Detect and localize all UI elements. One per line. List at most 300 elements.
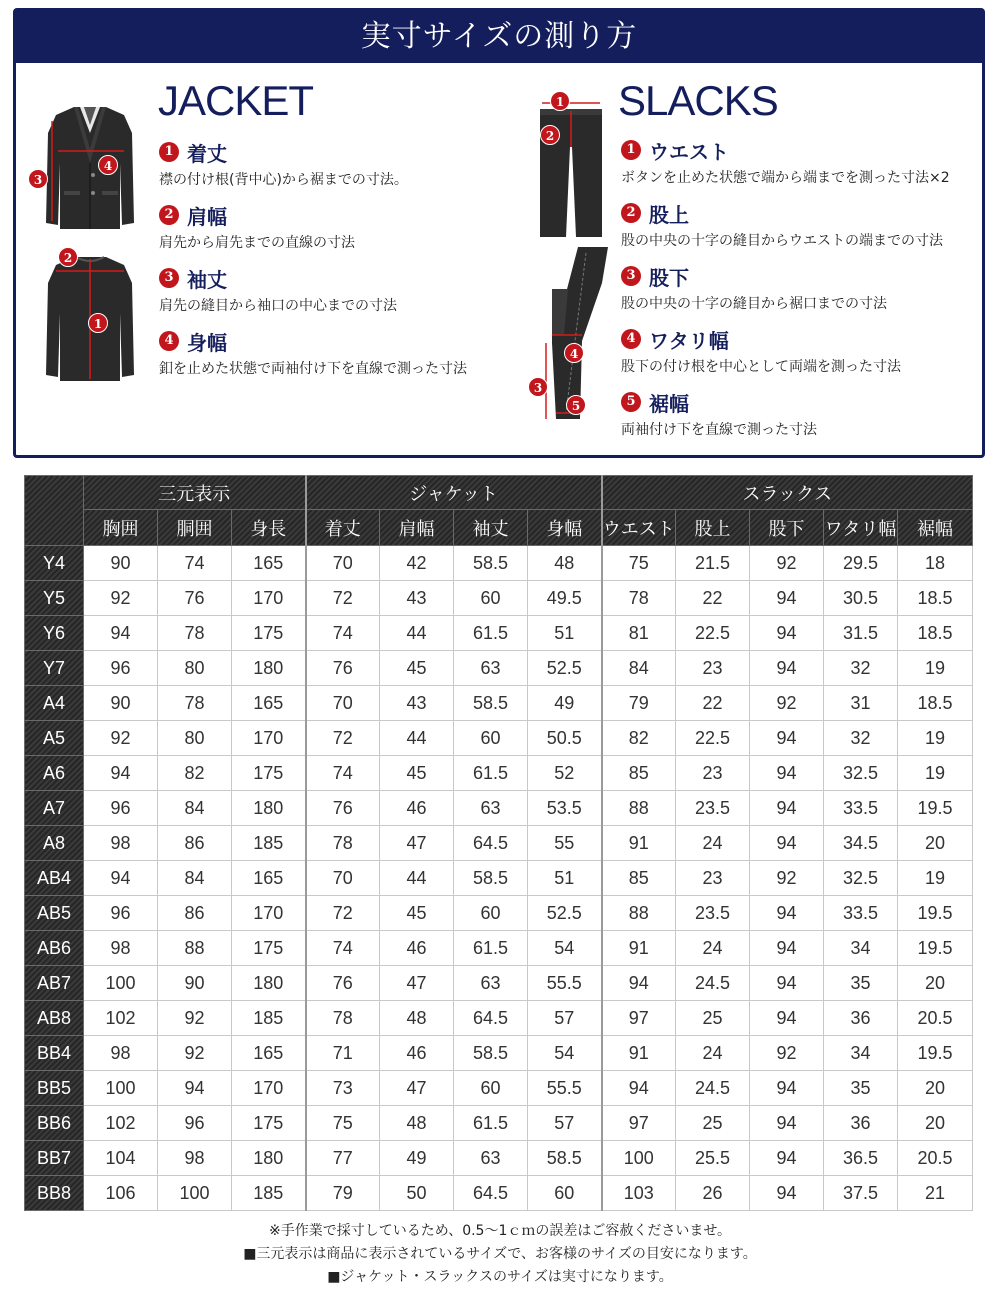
size-label: BB7 <box>25 1141 84 1176</box>
table-cell: 61.5 <box>454 931 528 966</box>
table-cell: 24 <box>676 931 750 966</box>
column-header: 着丈 <box>306 510 380 546</box>
table-cell: 63 <box>454 651 528 686</box>
table-cell: 94 <box>750 1106 824 1141</box>
table-cell: 85 <box>602 756 676 791</box>
table-cell: 18 <box>898 546 973 581</box>
table-cell: 46 <box>380 791 454 826</box>
size-label: AB6 <box>25 931 84 966</box>
size-label: A6 <box>25 756 84 791</box>
number-badge: 1 <box>621 140 641 160</box>
table-cell: 94 <box>84 616 158 651</box>
table-cell: 91 <box>602 931 676 966</box>
table-row <box>25 721 973 756</box>
table-cell: 44 <box>380 861 454 896</box>
item-description: 両袖付け下を直線で測った寸法 <box>621 422 817 438</box>
table-cell: 58.5 <box>528 1141 602 1176</box>
number-badge: 2 <box>621 203 641 223</box>
footnotes <box>0 1220 1000 1289</box>
table-cell: 102 <box>84 1001 158 1036</box>
table-cell: 30.5 <box>824 581 898 616</box>
table-cell: 94 <box>84 861 158 896</box>
table-row <box>25 1176 973 1211</box>
size-label: BB6 <box>25 1106 84 1141</box>
table-cell: 94 <box>750 1176 824 1211</box>
table-cell: 25 <box>676 1106 750 1141</box>
group-header-row <box>25 476 973 510</box>
table-cell: 20 <box>898 1071 973 1106</box>
table-cell: 37.5 <box>824 1176 898 1211</box>
marker-sleeve-length: 3 <box>28 169 48 189</box>
table-cell: 23.5 <box>676 791 750 826</box>
slacks-item-rise <box>621 200 943 250</box>
table-cell: 74 <box>306 931 380 966</box>
table-cell: 78 <box>602 581 676 616</box>
table-cell: 92 <box>750 861 824 896</box>
item-title: ワタリ幅 <box>649 328 729 353</box>
slacks-item-waist <box>621 137 950 187</box>
table-cell: 84 <box>158 791 232 826</box>
table-row <box>25 1106 973 1141</box>
size-label: BB8 <box>25 1176 84 1211</box>
table-cell: 165 <box>232 546 306 581</box>
table-cell: 94 <box>750 826 824 861</box>
table-cell: 90 <box>84 686 158 721</box>
table-row <box>25 581 973 616</box>
slacks-item-hem <box>621 389 817 439</box>
table-cell: 175 <box>232 1106 306 1141</box>
table-cell: 79 <box>306 1176 380 1211</box>
table-cell: 76 <box>306 651 380 686</box>
table-cell: 100 <box>84 966 158 1001</box>
number-badge: 2 <box>159 205 179 225</box>
column-header: 股上 <box>676 510 750 546</box>
table-cell: 72 <box>306 721 380 756</box>
table-cell: 79 <box>602 686 676 721</box>
table-cell: 34 <box>824 931 898 966</box>
table-cell: 170 <box>232 1071 306 1106</box>
table-cell: 54 <box>528 1036 602 1071</box>
table-cell: 47 <box>380 1071 454 1106</box>
table-cell: 94 <box>750 581 824 616</box>
table-cell: 48 <box>380 1106 454 1141</box>
item-description: 肩先から肩先までの直線の寸法 <box>159 235 355 251</box>
table-cell: 60 <box>454 1071 528 1106</box>
table-cell: 180 <box>232 651 306 686</box>
table-cell: 75 <box>306 1106 380 1141</box>
table-cell: 25 <box>676 1001 750 1036</box>
marker-body-width: 4 <box>98 155 118 175</box>
table-cell: 48 <box>380 1001 454 1036</box>
marker-shoulder-width: 2 <box>58 247 78 267</box>
table-cell: 165 <box>232 1036 306 1071</box>
item-title: 肩幅 <box>187 204 227 229</box>
table-cell: 94 <box>158 1071 232 1106</box>
table-cell: 36 <box>824 1106 898 1141</box>
table-cell: 82 <box>158 756 232 791</box>
table-cell: 31 <box>824 686 898 721</box>
table-cell: 19.5 <box>898 1036 973 1071</box>
table-cell: 170 <box>232 581 306 616</box>
table-cell: 60 <box>528 1176 602 1211</box>
table-cell: 88 <box>602 791 676 826</box>
table-cell: 72 <box>306 896 380 931</box>
size-label: AB5 <box>25 896 84 931</box>
table-cell: 102 <box>84 1106 158 1141</box>
table-cell: 91 <box>602 1036 676 1071</box>
table-cell: 100 <box>84 1071 158 1106</box>
table-cell: 43 <box>380 581 454 616</box>
slacks-front-illustration <box>536 89 606 239</box>
table-cell: 53.5 <box>528 791 602 826</box>
table-cell: 24.5 <box>676 1071 750 1106</box>
table-cell: 92 <box>84 581 158 616</box>
item-title: ウエスト <box>649 139 729 164</box>
table-cell: 43 <box>380 686 454 721</box>
table-cell: 94 <box>750 756 824 791</box>
table-cell: 45 <box>380 896 454 931</box>
table-cell: 94 <box>750 1141 824 1176</box>
size-label: AB4 <box>25 861 84 896</box>
table-cell: 19.5 <box>898 791 973 826</box>
footnote-tolerance: ※手作業で採寸しているため、0.5〜1ｃｍの誤差はご容赦くださいませ。 <box>269 1223 731 1239</box>
slacks-item-inseam <box>621 263 887 313</box>
item-title: 袖丈 <box>187 267 227 292</box>
table-cell: 73 <box>306 1071 380 1106</box>
table-cell: 175 <box>232 616 306 651</box>
table-cell: 32.5 <box>824 756 898 791</box>
table-cell: 61.5 <box>454 756 528 791</box>
column-header-row <box>25 510 973 546</box>
table-cell: 100 <box>158 1176 232 1211</box>
table-cell: 49 <box>380 1141 454 1176</box>
table-cell: 36 <box>824 1001 898 1036</box>
table-cell: 24.5 <box>676 966 750 1001</box>
table-row <box>25 686 973 721</box>
table-cell: 82 <box>602 721 676 756</box>
table-cell: 46 <box>380 1036 454 1071</box>
table-cell: 103 <box>602 1176 676 1211</box>
table-row <box>25 931 973 966</box>
table-cell: 60 <box>454 896 528 931</box>
corner-cell <box>25 476 84 546</box>
table-cell: 22 <box>676 686 750 721</box>
table-cell: 18.5 <box>898 616 973 651</box>
table-cell: 85 <box>602 861 676 896</box>
table-cell: 19.5 <box>898 931 973 966</box>
table-cell: 35 <box>824 966 898 1001</box>
table-cell: 94 <box>750 651 824 686</box>
table-cell: 98 <box>84 826 158 861</box>
table-cell: 86 <box>158 896 232 931</box>
table-cell: 57 <box>528 1001 602 1036</box>
table-cell: 64.5 <box>454 1176 528 1211</box>
table-cell: 106 <box>84 1176 158 1211</box>
table-cell: 98 <box>84 1036 158 1071</box>
table-cell: 74 <box>306 616 380 651</box>
table-cell: 22 <box>676 581 750 616</box>
table-cell: 52 <box>528 756 602 791</box>
item-title: 身幅 <box>187 330 227 355</box>
table-cell: 170 <box>232 721 306 756</box>
table-cell: 74 <box>306 756 380 791</box>
table-cell: 32 <box>824 651 898 686</box>
table-cell: 19 <box>898 756 973 791</box>
table-row <box>25 546 973 581</box>
table-cell: 61.5 <box>454 616 528 651</box>
table-cell: 175 <box>232 756 306 791</box>
jacket-item-sleeve <box>159 265 397 315</box>
table-cell: 50 <box>380 1176 454 1211</box>
table-cell: 98 <box>158 1141 232 1176</box>
table-cell: 84 <box>158 861 232 896</box>
table-cell: 33.5 <box>824 896 898 931</box>
item-description: 股の中央の十字の縫目からウエストの端までの寸法 <box>621 233 943 249</box>
table-cell: 81 <box>602 616 676 651</box>
table-cell: 49.5 <box>528 581 602 616</box>
table-cell: 26 <box>676 1176 750 1211</box>
size-label: Y7 <box>25 651 84 686</box>
table-cell: 20.5 <box>898 1141 973 1176</box>
group-header-sanngen: 三元表示 <box>84 476 306 510</box>
table-cell: 77 <box>306 1141 380 1176</box>
table-cell: 21 <box>898 1176 973 1211</box>
item-description: 釦を止めた状態で両袖付け下を直線で測った寸法 <box>159 361 467 377</box>
marker-rise: 2 <box>540 125 560 145</box>
jacket-back-illustration <box>44 251 136 386</box>
table-cell: 71 <box>306 1036 380 1071</box>
table-cell: 92 <box>84 721 158 756</box>
table-row <box>25 896 973 931</box>
table-cell: 23.5 <box>676 896 750 931</box>
table-cell: 44 <box>380 616 454 651</box>
table-cell: 96 <box>84 896 158 931</box>
table-cell: 92 <box>750 546 824 581</box>
jacket-front-illustration <box>33 103 136 233</box>
column-header: 袖丈 <box>454 510 528 546</box>
size-label: BB4 <box>25 1036 84 1071</box>
column-header: 身長 <box>232 510 306 546</box>
table-cell: 47 <box>380 826 454 861</box>
table-cell: 21.5 <box>676 546 750 581</box>
item-title: 着丈 <box>187 141 227 166</box>
table-cell: 86 <box>158 826 232 861</box>
table-cell: 19 <box>898 651 973 686</box>
table-cell: 94 <box>750 966 824 1001</box>
table-cell: 33.5 <box>824 791 898 826</box>
table-cell: 60 <box>454 581 528 616</box>
table-cell: 49 <box>528 686 602 721</box>
table-cell: 47 <box>380 966 454 1001</box>
table-cell: 25.5 <box>676 1141 750 1176</box>
table-cell: 78 <box>306 826 380 861</box>
number-badge: 5 <box>621 392 641 412</box>
table-cell: 74 <box>158 546 232 581</box>
table-cell: 94 <box>602 1071 676 1106</box>
table-row <box>25 1001 973 1036</box>
table-cell: 98 <box>84 931 158 966</box>
table-cell: 88 <box>602 896 676 931</box>
size-label: BB5 <box>25 1071 84 1106</box>
table-cell: 44 <box>380 721 454 756</box>
table-cell: 104 <box>84 1141 158 1176</box>
marker-thigh-width: 4 <box>564 343 584 363</box>
group-header-jacket: ジャケット <box>306 476 602 510</box>
table-cell: 58.5 <box>454 1036 528 1071</box>
number-badge: 3 <box>159 268 179 288</box>
table-cell: 54 <box>528 931 602 966</box>
table-cell: 57 <box>528 1106 602 1141</box>
table-cell: 94 <box>602 966 676 1001</box>
size-chart-table <box>24 475 973 1211</box>
jacket-title: JACKET <box>158 77 314 124</box>
table-row <box>25 861 973 896</box>
table-cell: 94 <box>750 791 824 826</box>
table-cell: 76 <box>306 966 380 1001</box>
number-badge: 4 <box>159 331 179 351</box>
table-row <box>25 1141 973 1176</box>
table-cell: 180 <box>232 966 306 1001</box>
table-cell: 31.5 <box>824 616 898 651</box>
table-cell: 185 <box>232 1001 306 1036</box>
table-cell: 19.5 <box>898 896 973 931</box>
table-cell: 63 <box>454 1141 528 1176</box>
table-cell: 45 <box>380 651 454 686</box>
table-cell: 20.5 <box>898 1001 973 1036</box>
table-cell: 96 <box>158 1106 232 1141</box>
table-cell: 75 <box>602 546 676 581</box>
table-cell: 23 <box>676 756 750 791</box>
marker-inseam: 3 <box>528 377 548 397</box>
group-header-slacks: スラックス <box>602 476 973 510</box>
table-cell: 22.5 <box>676 721 750 756</box>
table-cell: 23 <box>676 861 750 896</box>
table-cell: 94 <box>750 896 824 931</box>
item-description: 股の中央の十字の縫目から裾口までの寸法 <box>621 296 887 312</box>
size-label: Y5 <box>25 581 84 616</box>
table-cell: 52.5 <box>528 651 602 686</box>
table-cell: 29.5 <box>824 546 898 581</box>
table-row <box>25 966 973 1001</box>
marker-waist: 1 <box>550 91 570 111</box>
table-cell: 19 <box>898 861 973 896</box>
table-cell: 58.5 <box>454 686 528 721</box>
table-cell: 32 <box>824 721 898 756</box>
table-row <box>25 756 973 791</box>
measurement-guide-panel <box>13 8 985 458</box>
column-header: 胸囲 <box>84 510 158 546</box>
table-cell: 92 <box>750 686 824 721</box>
table-cell: 64.5 <box>454 1001 528 1036</box>
table-cell: 175 <box>232 931 306 966</box>
footnote-sanngen: ■三元表示は商品に表示されているサイズで、お客様のサイズの目安になります。 <box>243 1246 757 1262</box>
slacks-title: SLACKS <box>618 77 778 124</box>
table-cell: 34.5 <box>824 826 898 861</box>
number-badge: 1 <box>159 142 179 162</box>
item-description: 襟の付け根(背中心)から裾までの寸法。 <box>159 172 408 188</box>
table-cell: 70 <box>306 686 380 721</box>
table-row <box>25 826 973 861</box>
table-cell: 24 <box>676 1036 750 1071</box>
slacks-side-illustration <box>516 243 616 423</box>
size-label: AB8 <box>25 1001 84 1036</box>
table-cell: 94 <box>750 931 824 966</box>
table-row <box>25 791 973 826</box>
table-cell: 51 <box>528 616 602 651</box>
table-cell: 96 <box>84 791 158 826</box>
footnote-actual-size: ■ジャケット・スラックスのサイズは実寸になります。 <box>327 1269 673 1285</box>
table-cell: 34 <box>824 1036 898 1071</box>
table-row <box>25 1036 973 1071</box>
table-cell: 94 <box>84 756 158 791</box>
table-cell: 58.5 <box>454 861 528 896</box>
table-cell: 51 <box>528 861 602 896</box>
item-title: 裾幅 <box>649 391 689 416</box>
table-cell: 50.5 <box>528 721 602 756</box>
table-cell: 88 <box>158 931 232 966</box>
table-cell: 92 <box>750 1036 824 1071</box>
table-cell: 58.5 <box>454 546 528 581</box>
table-cell: 32.5 <box>824 861 898 896</box>
item-title: 股上 <box>649 202 689 227</box>
table-cell: 24 <box>676 826 750 861</box>
column-header: 胴囲 <box>158 510 232 546</box>
column-header: 身幅 <box>528 510 602 546</box>
size-label: A8 <box>25 826 84 861</box>
table-cell: 55.5 <box>528 1071 602 1106</box>
table-cell: 72 <box>306 581 380 616</box>
column-header: 肩幅 <box>380 510 454 546</box>
column-header: 股下 <box>750 510 824 546</box>
table-cell: 90 <box>158 966 232 1001</box>
table-cell: 60 <box>454 721 528 756</box>
table-cell: 100 <box>602 1141 676 1176</box>
table-row <box>25 616 973 651</box>
table-cell: 90 <box>84 546 158 581</box>
item-description: 肩先の縫目から袖口の中心までの寸法 <box>159 298 397 314</box>
table-row <box>25 1071 973 1106</box>
table-cell: 78 <box>306 1001 380 1036</box>
table-cell: 185 <box>232 1176 306 1211</box>
table-cell: 70 <box>306 861 380 896</box>
marker-jacket-length: 1 <box>88 313 108 333</box>
table-cell: 42 <box>380 546 454 581</box>
table-cell: 55.5 <box>528 966 602 1001</box>
table-cell: 20 <box>898 1106 973 1141</box>
table-cell: 63 <box>454 791 528 826</box>
table-cell: 35 <box>824 1071 898 1106</box>
table-cell: 18.5 <box>898 581 973 616</box>
table-cell: 48 <box>528 546 602 581</box>
size-table-body <box>25 546 973 1211</box>
size-label: Y4 <box>25 546 84 581</box>
number-badge: 3 <box>621 266 641 286</box>
table-cell: 97 <box>602 1106 676 1141</box>
size-label: A7 <box>25 791 84 826</box>
table-cell: 97 <box>602 1001 676 1036</box>
table-cell: 94 <box>750 616 824 651</box>
table-cell: 70 <box>306 546 380 581</box>
table-cell: 180 <box>232 1141 306 1176</box>
slacks-item-thigh <box>621 326 901 376</box>
table-cell: 92 <box>158 1036 232 1071</box>
table-cell: 78 <box>158 616 232 651</box>
table-cell: 185 <box>232 826 306 861</box>
size-label: Y6 <box>25 616 84 651</box>
table-cell: 92 <box>158 1001 232 1036</box>
table-cell: 20 <box>898 826 973 861</box>
table-cell: 63 <box>454 966 528 1001</box>
